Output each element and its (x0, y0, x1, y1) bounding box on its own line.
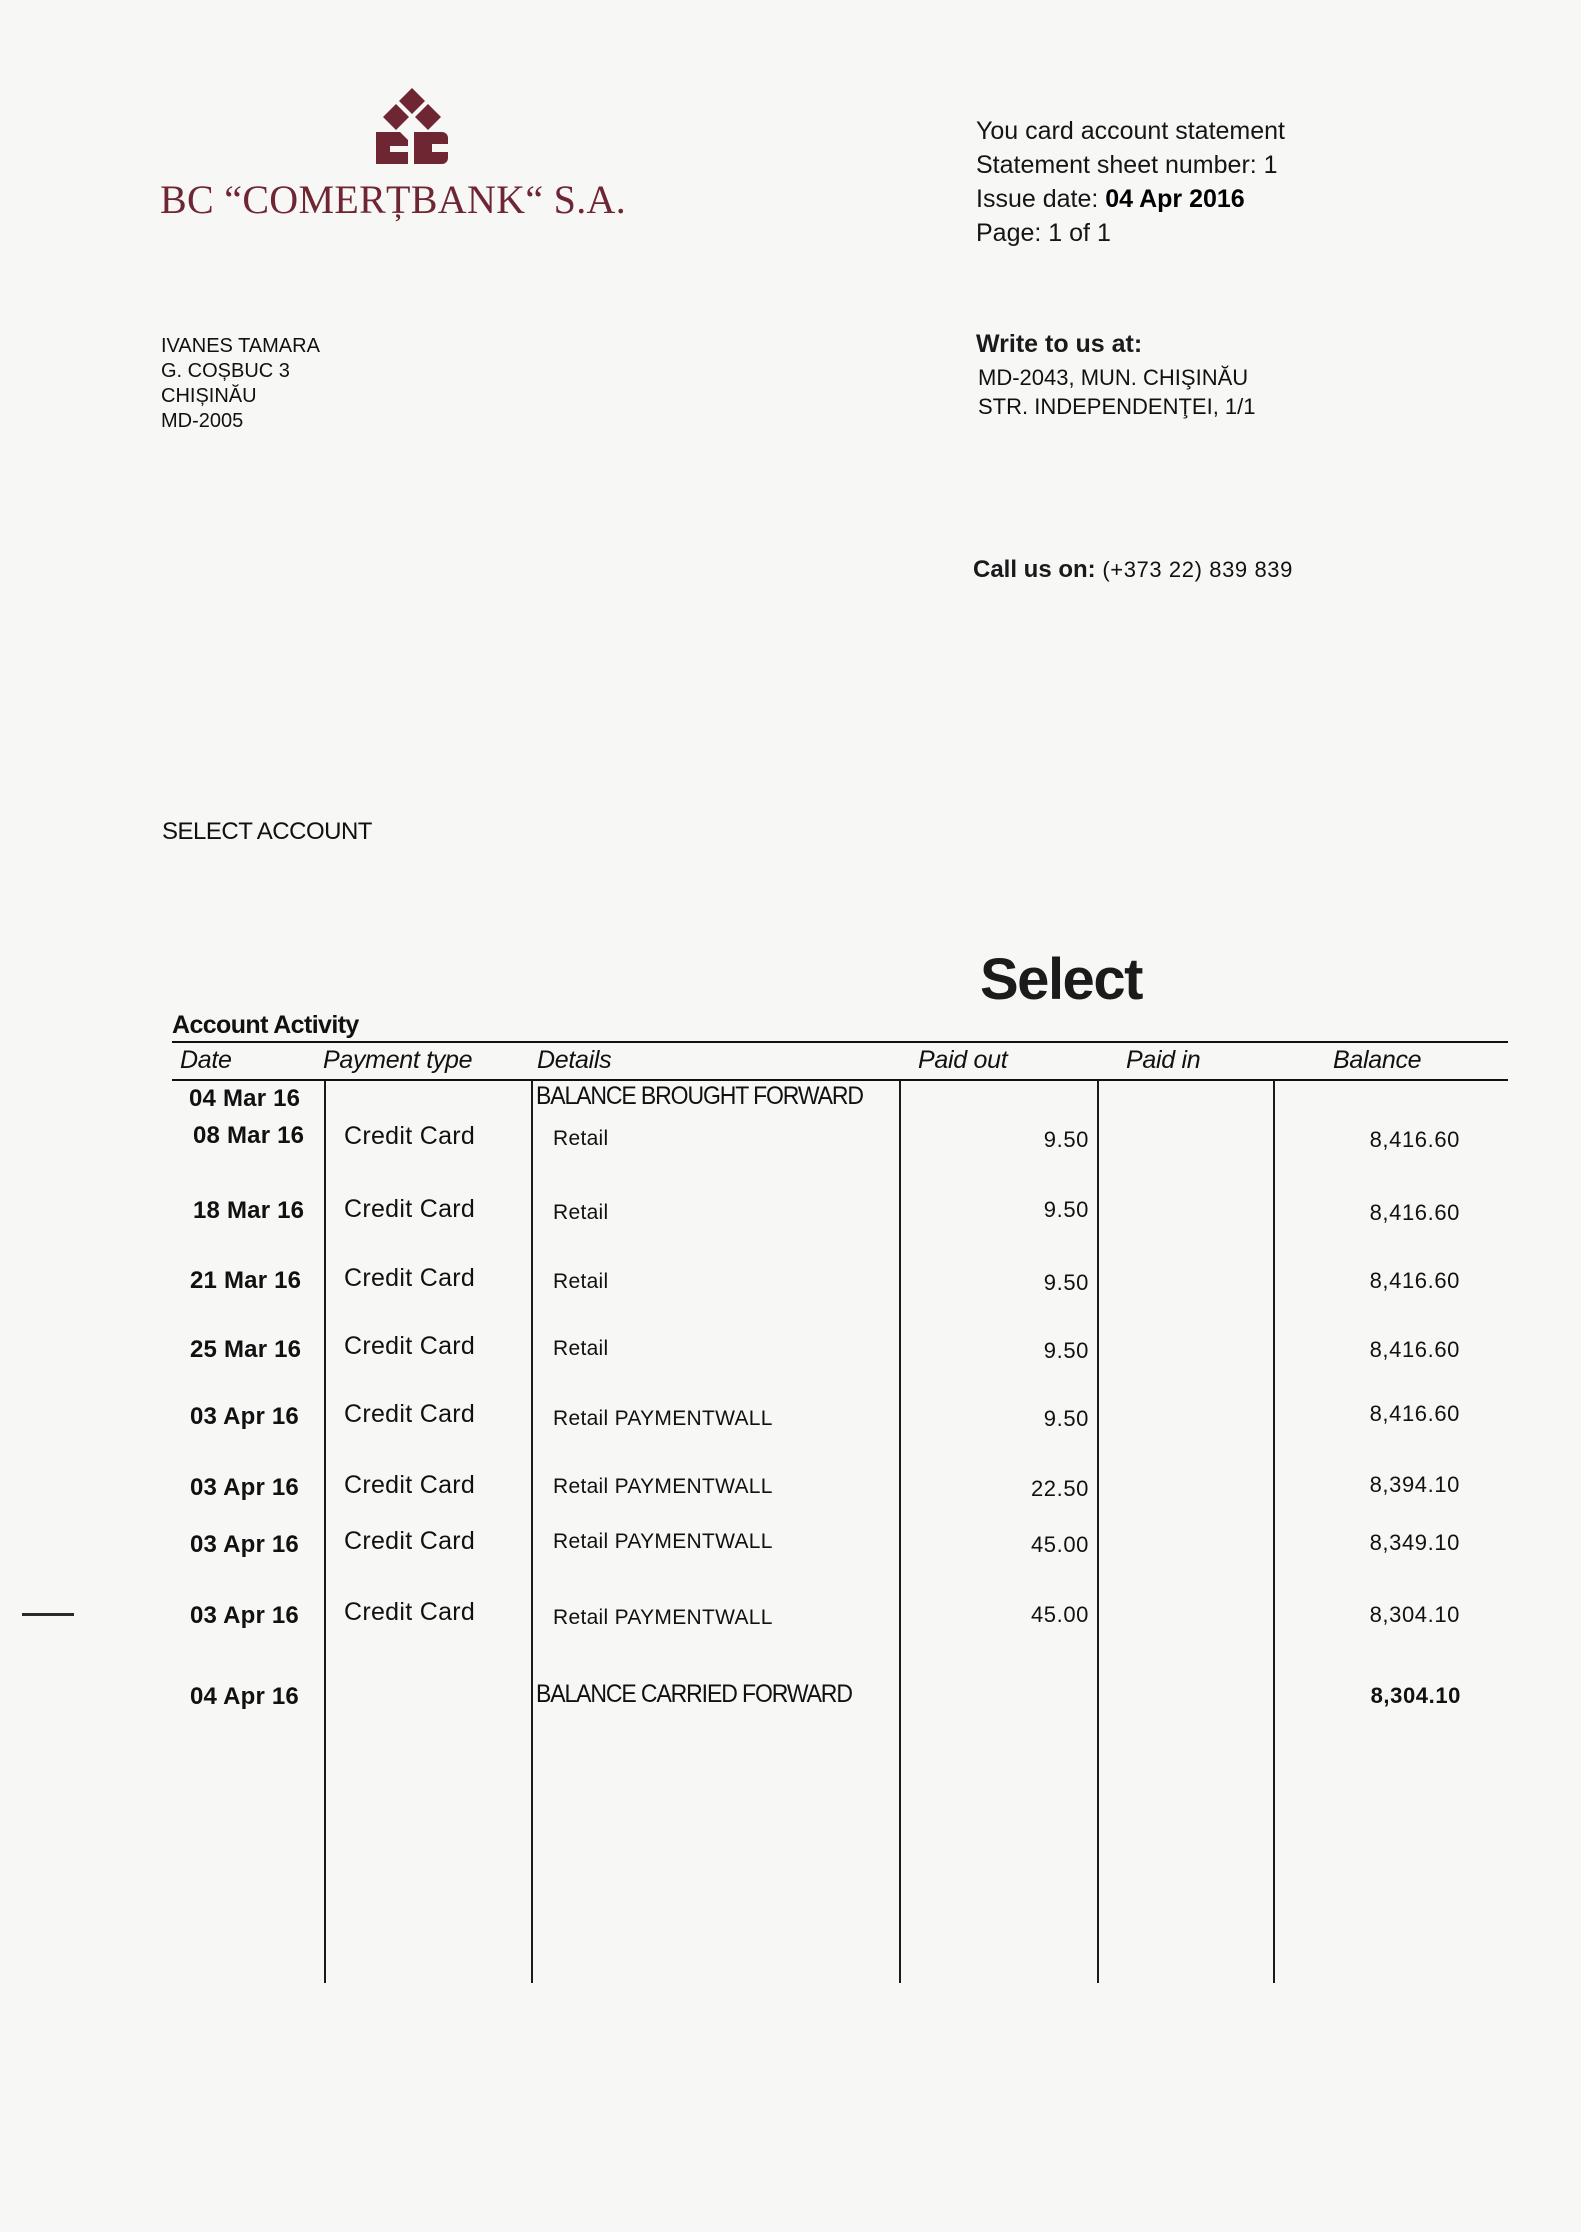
table-row-paid-out: 45.00 (1030, 1602, 1089, 1627)
table-row-balance: 8,416.60 (1369, 1337, 1460, 1362)
bank-logo-icon (376, 88, 448, 164)
table-row-balance: 8,304.10 (1369, 1602, 1460, 1627)
account-activity-title: Account Activity (172, 1011, 359, 1039)
statement-sheet-number (976, 148, 1285, 182)
table-row-balance: 8,416.60 (1369, 1127, 1460, 1152)
table-row-details: BALANCE BROUGHT FORWARD (536, 1082, 863, 1110)
bank-address-line2: STR. INDEPENDENŢEI, 1/1 (978, 394, 1256, 419)
issue-date: 04 Apr 2016 (1105, 185, 1245, 213)
column-header-balance: Balance (1333, 1046, 1422, 1074)
table-row-payment-type: Credit Card (344, 1264, 476, 1292)
bank-postal-address (976, 330, 1256, 421)
customer-street: G. COȘBUC 3 (161, 360, 290, 382)
column-divider (1097, 1081, 1099, 1983)
table-row-paid-out: 45.00 (1030, 1532, 1089, 1557)
table-row-paid-out: 9.50 (1043, 1406, 1089, 1431)
page-value: 1 of 1 (1048, 219, 1111, 247)
table-row-details: Retail (553, 1201, 609, 1224)
table-row-date: 04 Mar 16 (189, 1085, 301, 1112)
table-row-payment-type: Credit Card (344, 1527, 476, 1555)
column-header-paid-in: Paid in (1126, 1046, 1201, 1074)
column-header-paid-out: Paid out (918, 1046, 1008, 1074)
issue-label: Issue date: (976, 185, 1099, 213)
table-row-details: Retail (553, 1270, 609, 1293)
table-row-balance: 8,304.10 (1370, 1683, 1461, 1708)
table-row-payment-type: Credit Card (344, 1122, 476, 1150)
table-row-payment-type: Credit Card (344, 1195, 476, 1223)
customer-postcode: MD-2005 (161, 410, 244, 432)
table-row-date: 03 Apr 16 (190, 1474, 299, 1501)
table-row-date: 25 Mar 16 (190, 1336, 302, 1363)
table-row-date: 03 Apr 16 (190, 1403, 299, 1430)
bank-name: BC “COMERȚBANK“ S.A. (160, 177, 627, 222)
table-row-details: BALANCE CARRIED FORWARD (536, 1680, 852, 1708)
table-row-date: 04 Apr 16 (190, 1683, 299, 1710)
column-header-payment-type: Payment type (323, 1046, 473, 1074)
table-row-details: Retail (553, 1127, 609, 1150)
statement-page (976, 216, 1285, 250)
write-to-us-label: Write to us at: (976, 330, 1143, 358)
customer-city: CHIȘINĂU (161, 385, 257, 407)
table-row-balance: 8,416.60 (1369, 1401, 1460, 1426)
table-row-details: Retail (553, 1337, 609, 1360)
column-divider (324, 1081, 326, 1983)
table-row-date: 08 Mar 16 (193, 1122, 305, 1149)
table-row-details: Retail PAYMENTWALL (553, 1407, 773, 1430)
statement-title: You card account statement (976, 117, 1285, 145)
select-account-label: SELECT ACCOUNT (162, 818, 372, 845)
sheet-label: Statement sheet number: (976, 151, 1257, 179)
select-heading: Select (980, 947, 1142, 1012)
scan-artifact-dash (22, 1613, 74, 1616)
customer-address (161, 334, 320, 434)
column-divider (1273, 1081, 1275, 1983)
column-header-date: Date (180, 1046, 232, 1074)
table-row-paid-out: 9.50 (1043, 1127, 1089, 1152)
table-row-payment-type: Credit Card (344, 1471, 476, 1499)
table-row-payment-type: Credit Card (344, 1598, 476, 1626)
call-us-label: Call us on: (973, 556, 1096, 583)
bank-phone (973, 556, 1293, 584)
table-row-date: 18 Mar 16 (193, 1197, 305, 1224)
table-row-paid-out: 9.50 (1043, 1338, 1089, 1363)
table-row-date: 03 Apr 16 (190, 1531, 299, 1558)
phone-number: (+373 22) 839 839 (1102, 557, 1293, 582)
table-row-date: 21 Mar 16 (190, 1267, 302, 1294)
bank-address-line1: MD-2043, MUN. CHIŞINĂU (978, 365, 1249, 390)
table-row-payment-type: Credit Card (344, 1400, 476, 1428)
table-header-rule (172, 1079, 1508, 1081)
customer-name: IVANES TAMARA (161, 335, 320, 357)
statement-meta (976, 114, 1285, 250)
table-row-details: Retail PAYMENTWALL (553, 1530, 773, 1553)
column-header-details: Details (537, 1046, 612, 1074)
table-row-details: Retail PAYMENTWALL (553, 1475, 773, 1498)
table-row-details: Retail PAYMENTWALL (553, 1606, 773, 1629)
table-row-payment-type: Credit Card (344, 1332, 476, 1360)
table-row-paid-out: 9.50 (1043, 1270, 1089, 1295)
table-row-balance: 8,394.10 (1369, 1472, 1460, 1497)
table-top-rule (172, 1041, 1508, 1043)
table-row-balance: 8,349.10 (1369, 1530, 1460, 1555)
sheet-number: 1 (1263, 151, 1278, 179)
table-row-balance: 8,416.60 (1369, 1200, 1460, 1225)
table-row-balance: 8,416.60 (1369, 1268, 1460, 1293)
statement-issue-date (976, 182, 1285, 216)
page-label: Page: (976, 219, 1042, 247)
column-divider (531, 1081, 533, 1983)
table-row-paid-out: 9.50 (1043, 1197, 1089, 1222)
table-row-paid-out: 22.50 (1030, 1476, 1089, 1501)
table-row-date: 03 Apr 16 (190, 1602, 299, 1629)
